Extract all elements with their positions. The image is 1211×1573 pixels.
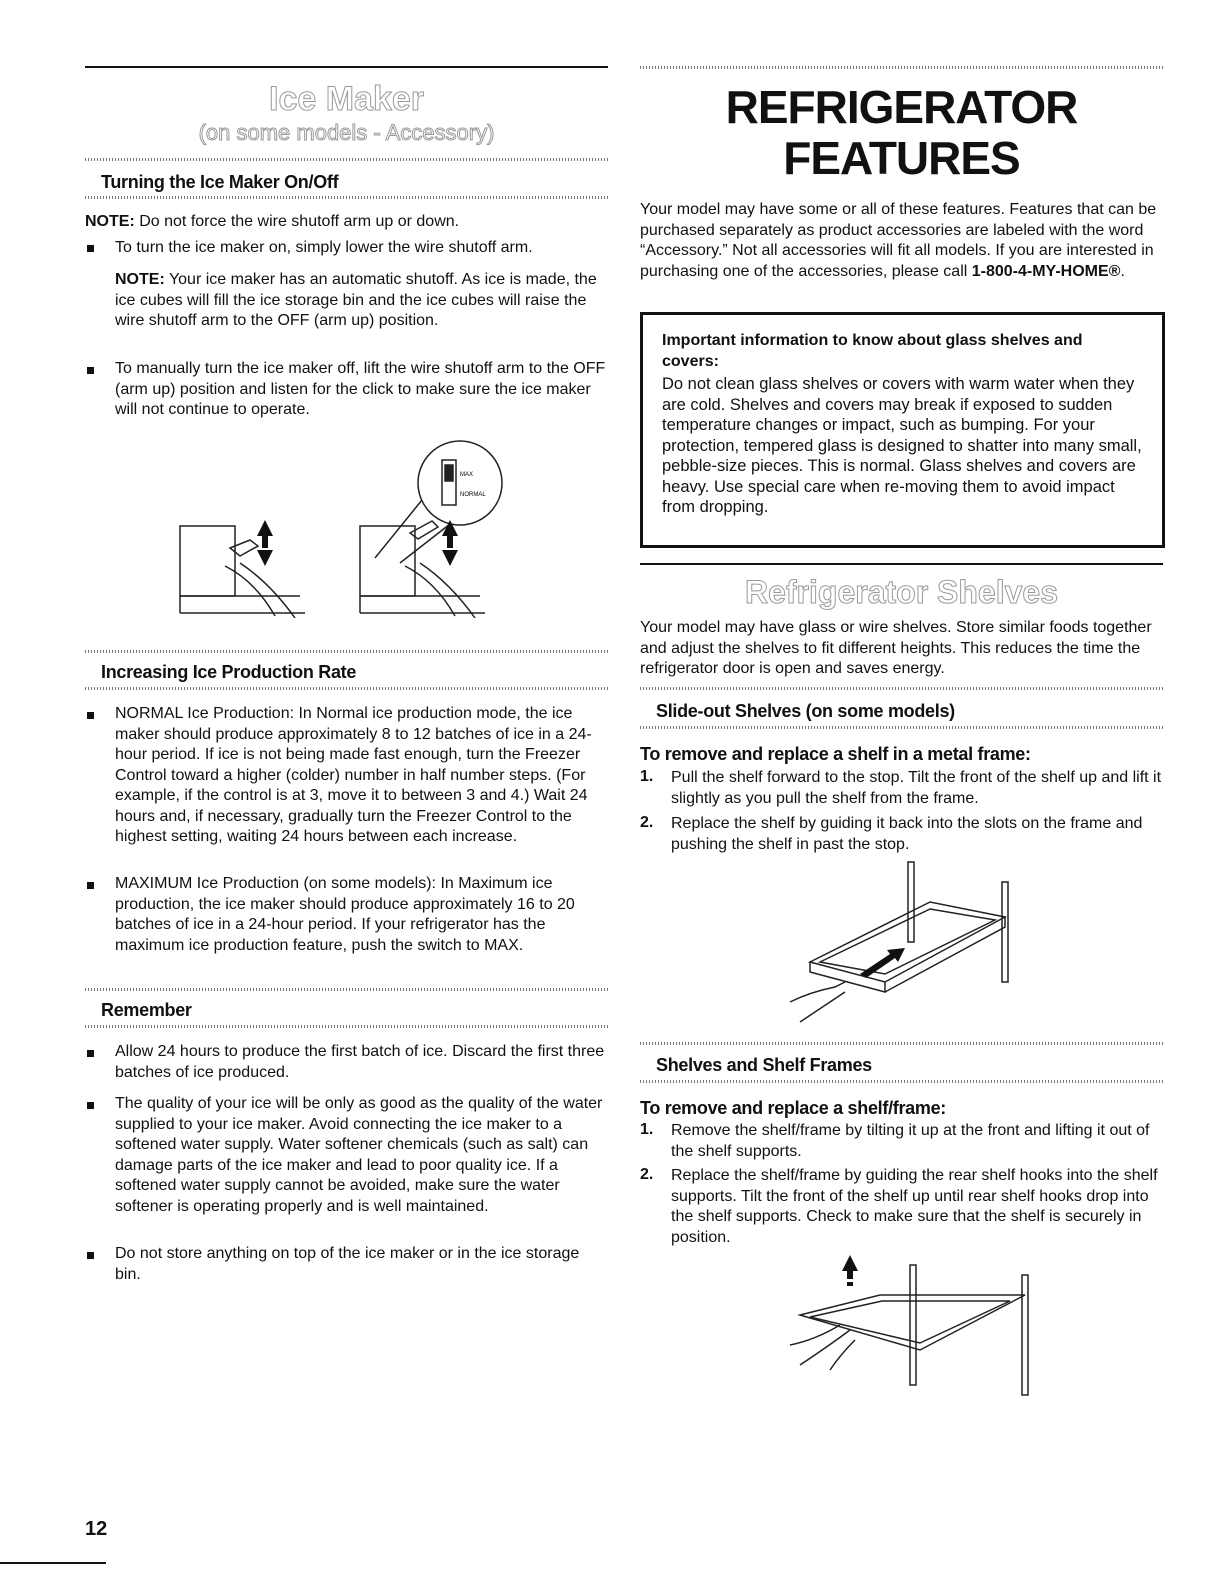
step-number: 2. bbox=[640, 814, 654, 831]
note-label: NOTE: bbox=[115, 271, 165, 288]
divider bbox=[85, 1025, 608, 1028]
page-number: 12 bbox=[85, 1518, 108, 1540]
heading-turning-ice-maker: Turning the Ice Maker On/Off bbox=[101, 172, 339, 192]
divider bbox=[85, 687, 608, 690]
bullet-icon bbox=[87, 1102, 94, 1109]
step-number: 1. bbox=[640, 768, 654, 785]
bullet-icon bbox=[87, 367, 94, 374]
section-rule bbox=[640, 563, 1163, 565]
note-text: Do not force the wire shutoff arm up or down. bbox=[134, 213, 460, 230]
bullet-icon bbox=[87, 882, 94, 889]
bullet-icon bbox=[87, 1252, 94, 1259]
heading-increasing-ice-production: Increasing Ice Production Rate bbox=[101, 662, 357, 682]
divider bbox=[640, 1080, 1163, 1083]
heading-shelves-and-frames: Shelves and Shelf Frames bbox=[656, 1055, 872, 1075]
ice-maker-illustration bbox=[170, 438, 530, 638]
divider bbox=[85, 988, 608, 991]
bullet-icon bbox=[87, 712, 94, 719]
section-subtitle: (on some models - Accessory) bbox=[198, 120, 495, 145]
step-text: Remove the shelf/frame by tilting it up at the front and lifting it out of the shelf supports. bbox=[671, 1122, 1150, 1160]
step-text: Pull the shelf forward to the stop. Tilt the front of the shelf up and lift it slightly as you pull the shelf from the frame. bbox=[671, 769, 1162, 807]
page-title-line2: FEATURES bbox=[783, 132, 1020, 184]
divider bbox=[85, 158, 608, 161]
intro-paragraph bbox=[640, 200, 1163, 282]
heading-shelf-frame: To remove and replace a shelf/frame: bbox=[640, 1098, 946, 1118]
bullet-icon bbox=[87, 245, 94, 252]
list-item: The quality of your ice will be only as good as the quality of the water supplied to your ice maker. Avoid connecting the ice maker to a softened water supply. Water softener chemicals (such as salt) can damage parts of the ice maker and lead to poor quality ice. If a softened water supply cannot be avoided, make sure the water softener is operating properly and is well maintained. bbox=[115, 1095, 603, 1215]
important-box-heading: Important information to know about glass shelves and covers: bbox=[662, 332, 1083, 370]
footer-rule bbox=[0, 1562, 106, 1564]
step-number: 2. bbox=[640, 1166, 654, 1183]
important-info-box bbox=[640, 312, 1165, 548]
switch-label-normal: NORMAL bbox=[460, 492, 486, 498]
divider bbox=[640, 726, 1163, 729]
list-item: To turn the ice maker on, simply lower the wire shutoff arm. bbox=[115, 239, 533, 256]
switch-label-max: MAX bbox=[460, 472, 474, 478]
heading-slide-out-shelves: Slide-out Shelves (on some models) bbox=[656, 701, 955, 721]
divider bbox=[640, 687, 1163, 690]
note-label: NOTE: bbox=[85, 213, 135, 230]
step-text: Replace the shelf/frame by guiding the rear shelf hooks into the shelf supports. Tilt the front of the shelf up until rear shelf hooks drop into the shelf supports. Check to make sure that the shelf is securely in position. bbox=[671, 1167, 1158, 1246]
shelves-intro: Your model may have glass or wire shelves. Store similar foods together and adjust the shelves to fit different heights. This reduces the time the refrigerator door is open and saves energy. bbox=[640, 619, 1152, 677]
intro-text: Your model may have some or all of these features. Features that can be purchased separately as product accessories are labeled with the word “Accessory.” Not all accessories will fit all models. If you are interested in purchasing one of the accessories, please call bbox=[640, 201, 1157, 280]
heading-metal-frame: To remove and replace a shelf in a metal frame: bbox=[640, 744, 1031, 764]
intro-phone: 1-800-4-MY-HOME® bbox=[971, 262, 1121, 280]
list-item: Allow 24 hours to produce the first batch of ice. Discard the first three batches of ice produced. bbox=[115, 1043, 605, 1081]
list-item: NORMAL Ice Production: In Normal ice production mode, the ice maker should produce approximately 8 to 12 batches of ice in a 24-hour period. If ice is not being made fast enough, turn the Freezer Control toward a higher (colder) number in half number steps. (For example, if the control is at 3, move it to between 3 and 4.) Wait 24 hours and, if necessary, gradually turn the Freezer Control to the highest setting, waiting 24 hours between each increase. bbox=[115, 705, 592, 845]
step-number: 1. bbox=[640, 1121, 654, 1138]
section-title-ice-maker: Ice Maker bbox=[269, 80, 424, 118]
note-paragraph bbox=[85, 212, 608, 233]
list-item: To manually turn the ice maker off, lift the wire shutoff arm to the OFF (arm up) position and listen for the click to make sure the ice maker will not continue to operate. bbox=[115, 360, 606, 418]
note-text: Your ice maker has an automatic shutoff. As ice is made, the ice cubes will fill the ice storage bin and the ice cubes will raise the wire shutoff arm to the OFF (arm up) position. bbox=[115, 271, 597, 329]
heading-remember: Remember bbox=[101, 1000, 192, 1020]
page-title-line1: REFRIGERATOR bbox=[725, 81, 1078, 133]
top-divider bbox=[640, 66, 1163, 69]
shelf-frame-illustration bbox=[770, 1255, 1040, 1395]
step-text: Replace the shelf by guiding it back into the slots on the frame and pushing the shelf in past the stop. bbox=[671, 815, 1143, 853]
divider bbox=[85, 650, 608, 653]
divider bbox=[640, 1042, 1163, 1045]
list-item: Do not store anything on top of the ice maker or in the ice storage bin. bbox=[115, 1245, 580, 1283]
intro-end: . bbox=[1120, 262, 1125, 280]
arrow-up-icon bbox=[842, 1255, 858, 1271]
section-title-refrigerator-shelves: Refrigerator Shelves bbox=[744, 574, 1058, 610]
list-item: MAXIMUM Ice Production (on some models): In Maximum ice production, the ice maker should produce approximately 16 to 20 batches of ice in a 24-hour period. If your refrigerator has the maximum ice production feature, push the switch to MAX. bbox=[115, 875, 575, 954]
slide-out-shelf-illustration bbox=[780, 862, 1010, 1027]
note-paragraph bbox=[115, 270, 608, 332]
divider bbox=[85, 196, 608, 199]
top-rule bbox=[85, 66, 608, 68]
important-box-text: Do not clean glass shelves or covers with warm water when they are cold. Shelves and covers may break if exposed to sudden temperature changes or impact, such as bumping. For your protection, tempered glass is designed to shatter into many small, pebble-size pieces. This is normal. Glass shelves and covers are heavy. Use special care when re-moving them to avoid impact from dropping. bbox=[662, 375, 1142, 516]
bullet-icon bbox=[87, 1050, 94, 1057]
